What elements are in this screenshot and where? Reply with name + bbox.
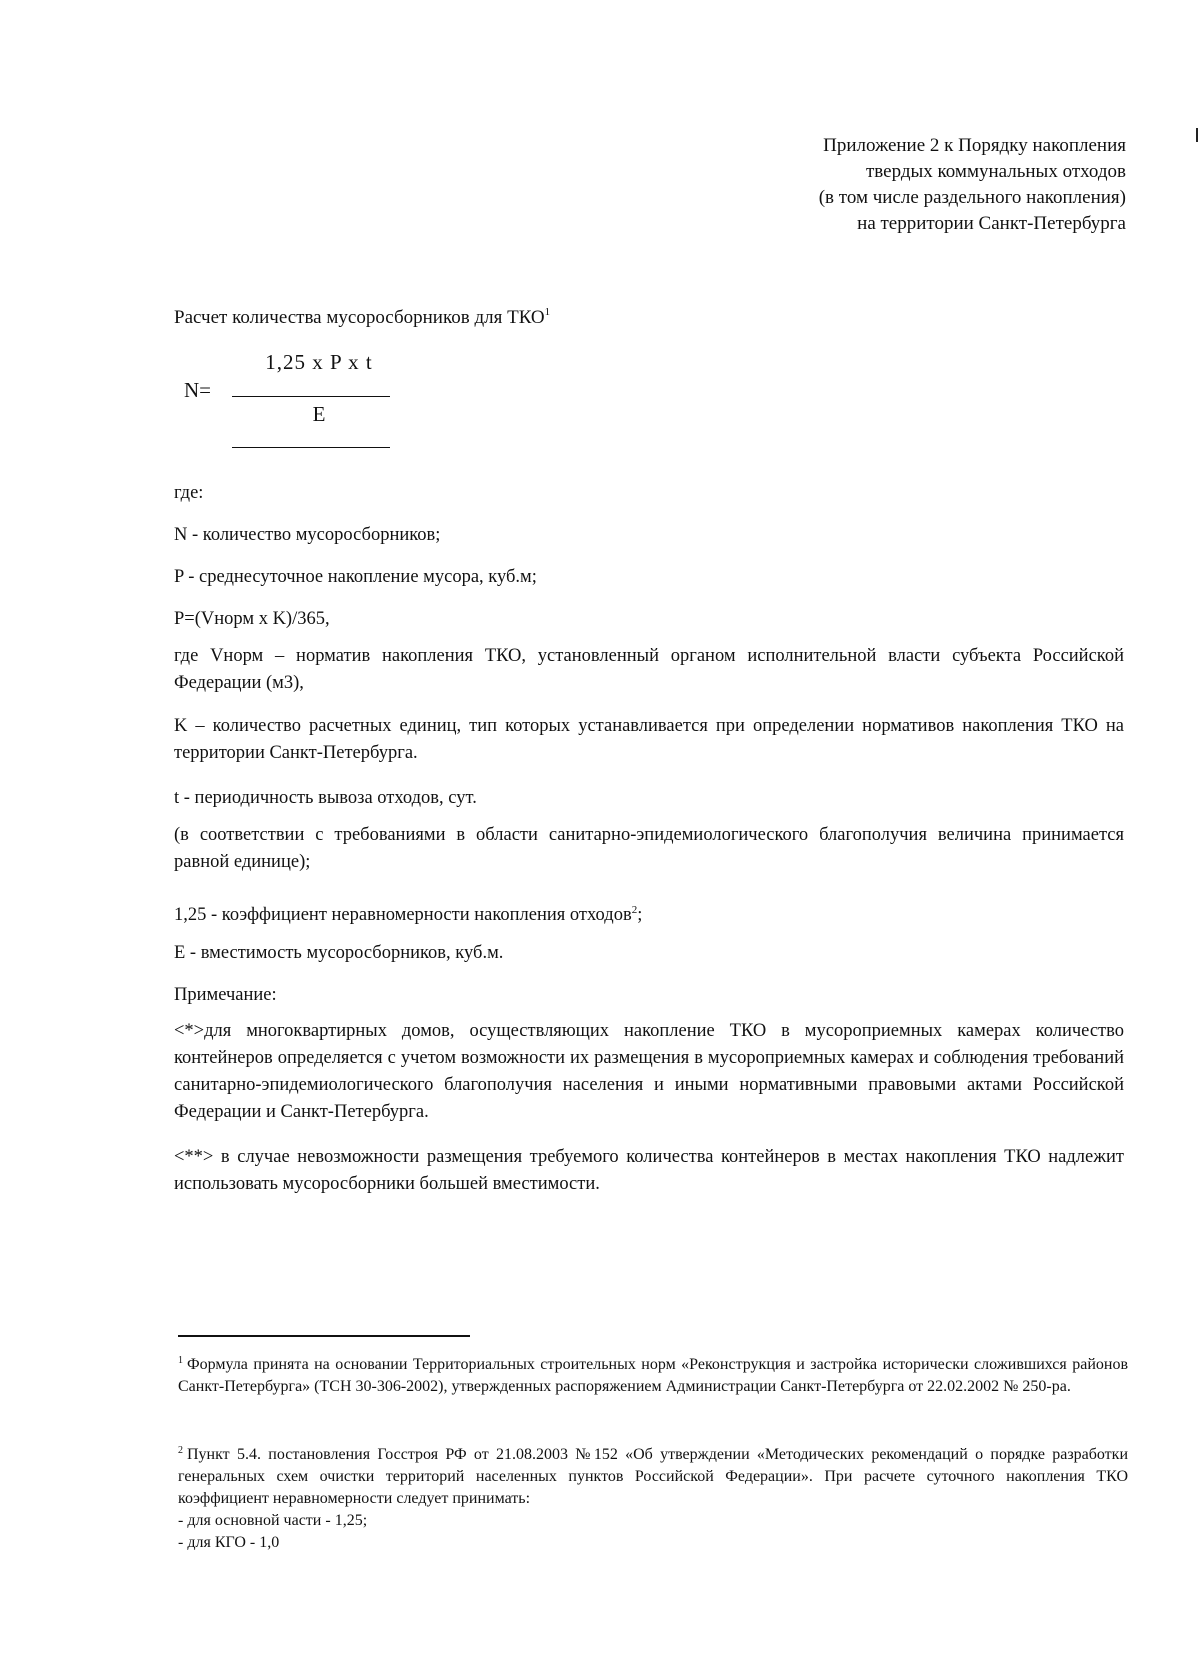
coef-footnote-ref: 2 (631, 904, 638, 916)
def-e: E - вместимость мусоросборников, куб.м. (174, 943, 504, 963)
formula-denominator: E (312, 402, 326, 426)
coef-end: ; (637, 905, 643, 925)
coef-text: 1,25 - коэффициент неравномерности накопления отходов (174, 905, 632, 925)
formula-numerator: 1,25 x P x t (265, 350, 373, 374)
footnote-separator (178, 1335, 470, 1337)
title-footnote-ref: 1 (544, 306, 551, 318)
footnote-2-item-2: - для КГО - 1,0 (178, 1534, 280, 1551)
def-t-note: (в соответствии с требованиями в области санитарно-эпидемиологического благополучия величина принимается равной единице); (174, 825, 1124, 872)
footnote-1-number: 1 (178, 1355, 183, 1366)
formula (184, 350, 404, 460)
footnote-1-text: Формула принята на основании Территориальных строительных норм «Реконструкция и застройка исторически сложившихся районов Санкт-Петербурга» (ТСН 30-306-2002), утвержденных распоряжением Администрации Санкт-Петербурга от 22.02.2002 № 250-ра. (178, 1356, 1128, 1395)
note-1: <*>для многоквартирных домов, осуществляющих накопление ТКО в мусороприемных камерах количество контейнеров определяется с учетом возможности их размещения в мусороприемных камерах и соблюдения требований санитарно-эпидемиологического благополучия населения и иными нормативными правовыми актами Российской Федерации и Санкт-Петербурга. (174, 1021, 1124, 1122)
footnote-2 (178, 1440, 1128, 1554)
appendix-header (666, 133, 1126, 237)
header-line-3: (в том числе раздельного накопления) (818, 187, 1126, 208)
fraction-bar (232, 396, 390, 397)
footnote-1 (178, 1350, 1128, 1398)
def-t: t - периодичность вывоза отходов, сут. (174, 788, 477, 808)
note-heading: Примечание: (174, 985, 277, 1005)
where-label: где: (174, 483, 204, 503)
formula-lhs: N= (184, 378, 212, 402)
def-coef (174, 897, 1124, 929)
header-line-4: на территории Санкт-Петербурга (857, 213, 1126, 234)
formula-underline (232, 447, 390, 448)
def-k: K – количество расчетных единиц, тип которых устанавливается при определении нормативов накопления ТКО на территории Санкт-Петербурга. (174, 716, 1124, 763)
def-vnorm: где Vнорм – норматив накопления ТКО, установленный органом исполнительной власти субъекта Российской Федерации (м3), (174, 646, 1124, 693)
header-line-1: Приложение 2 к Порядку накопления (823, 135, 1126, 156)
def-p: P - среднесуточное накопление мусора, куб.м; (174, 567, 537, 587)
footnote-2-item-1: - для основной части - 1,25; (178, 1512, 368, 1529)
title-text: Расчет количества мусоросборников для ТКО (174, 307, 545, 328)
footnote-2-text: Пункт 5.4. постановления Госстроя РФ от 21.08.2003 №152 «Об утверждении «Методических рекомендаций о порядке разработки генеральных схем очистки территорий населенных пунктов Российской Федерации». При расчете суточного накопления ТКО коэффициент неравномерности следует принимать: (178, 1446, 1128, 1507)
note-2: <**> в случае невозможности размещения требуемого количества контейнеров в местах накопления ТКО надлежит использовать мусоросборники большей вместимости. (174, 1147, 1124, 1194)
def-n: N - количество мусоросборников; (174, 525, 441, 545)
footnote-2-number: 2 (178, 1445, 183, 1456)
def-p-formula: P=(Vнорм x K)/365, (174, 609, 330, 629)
header-line-2: твердых коммунальных отходов (866, 161, 1126, 182)
document-title (174, 306, 550, 329)
scan-edge-mark (1196, 128, 1198, 142)
